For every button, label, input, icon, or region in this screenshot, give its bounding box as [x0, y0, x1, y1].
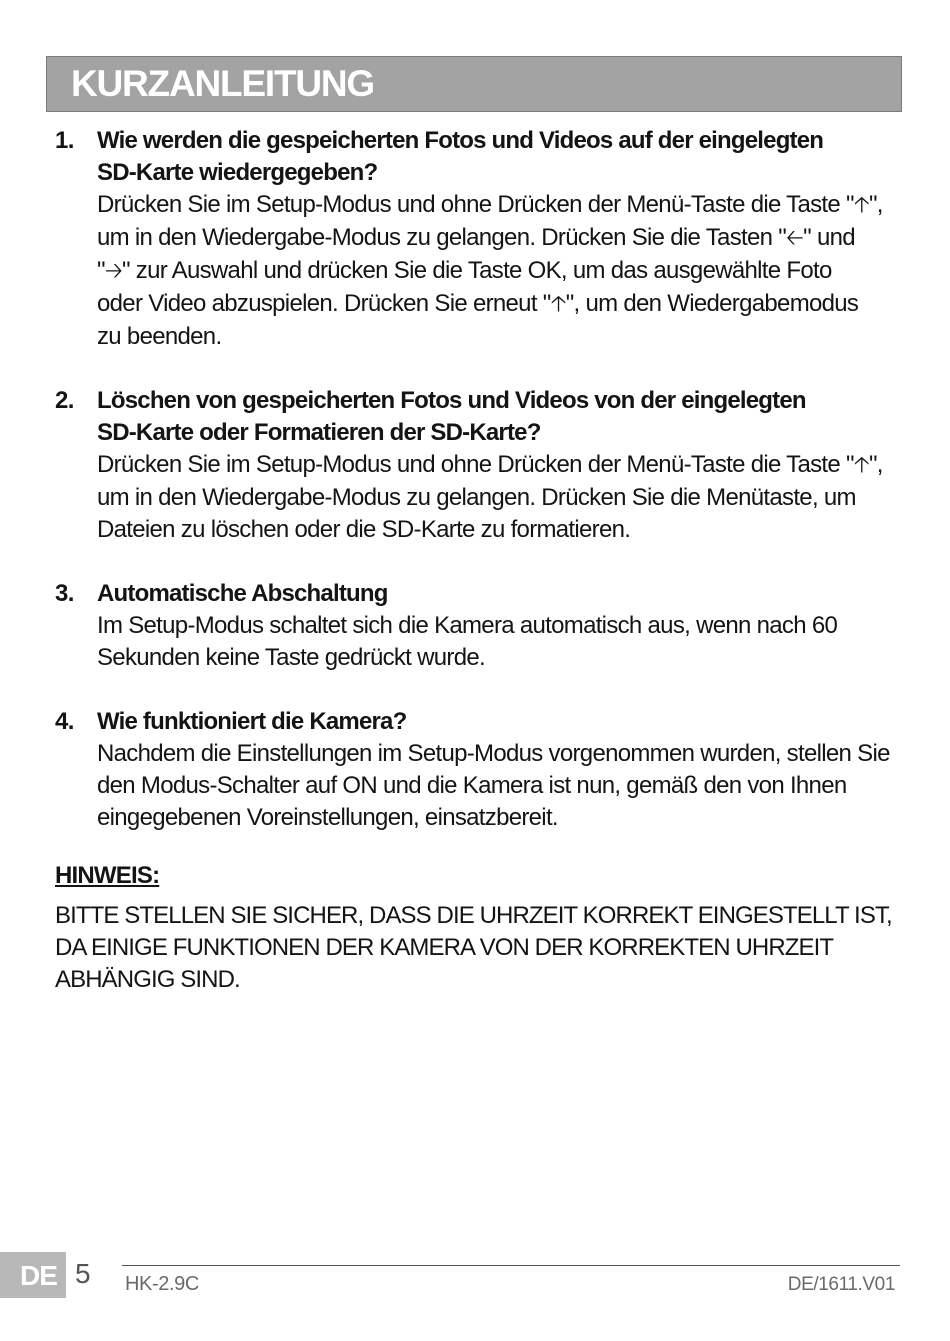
item-question: SD-Karte wiedergegeben?: [97, 159, 378, 186]
model-number: HK-2.9C: [125, 1273, 199, 1295]
arrow-key-icon: 🡠: [786, 226, 804, 251]
faq-sections: [55, 125, 915, 866]
language-badge: [0, 1252, 66, 1298]
item-answer-line: [97, 514, 915, 546]
answer-text: den Modus-Schalter auf ON und die Kamera ist nun, gemäß den von Ihnen: [97, 772, 847, 799]
arrow-key-icon: 🡡: [853, 453, 869, 478]
note-block: [55, 860, 915, 996]
faq-item: [55, 125, 915, 353]
note-line: ABHÄNGIG SIND.: [55, 966, 240, 993]
page-number: 5: [75, 1258, 91, 1289]
item-answer-line: [97, 738, 915, 770]
note-line: DA EINIGE FUNKTIONEN DER KAMERA VON DER KORREKTEN UHRZEIT: [55, 934, 834, 961]
arrow-key-icon: 🡢: [104, 259, 122, 284]
item-body: [97, 385, 915, 546]
item-answer-line: [97, 642, 915, 674]
answer-text: " zur Auswahl und drücken Sie die Taste OK, um das ausgewählte Foto: [121, 257, 832, 284]
note-line: BITTE STELLEN SIE SICHER, DASS DIE UHRZEIT KORREKT EINGESTELLT IST,: [55, 902, 892, 929]
page-title: KURZANLEITUNG: [71, 63, 374, 104]
item-body: [97, 125, 915, 353]
item-number: 2.: [55, 387, 74, 414]
item-body: [97, 706, 915, 834]
item-answer-line: [97, 189, 915, 222]
item-answer-line: [97, 802, 915, 834]
answer-text: ",: [868, 451, 883, 478]
answer-text: ", um den Wiedergabemodus: [565, 290, 859, 317]
item-number: 3.: [55, 580, 74, 607]
faq-item: [55, 706, 915, 834]
item-number: 1.: [55, 127, 74, 154]
footer-divider: [122, 1265, 900, 1266]
arrow-key-icon: 🡡: [853, 193, 869, 218]
faq-item: [55, 385, 915, 546]
item-body: [97, 578, 915, 674]
answer-text: Drücken Sie im Setup-Modus und ohne Drücken der Menü-Taste die Taste ": [97, 451, 854, 478]
answer-text: zu beenden.: [97, 323, 222, 350]
answer-text: eingegebenen Voreinstellungen, einsatzbereit.: [97, 804, 558, 831]
language-code: DE: [20, 1260, 57, 1291]
title-bar: [46, 56, 902, 112]
faq-item: [55, 578, 915, 674]
item-answer-line: [97, 449, 915, 482]
item-question: Wie funktioniert die Kamera?: [97, 708, 407, 735]
answer-text: Sekunden keine Taste gedrückt wurde.: [97, 644, 485, 671]
answer-text: ",: [868, 191, 883, 218]
item-answer-line: [97, 222, 915, 255]
answer-text: oder Video abzuspielen. Drücken Sie erneut ": [97, 290, 551, 317]
item-answer-line: [97, 610, 915, 642]
answer-text: Dateien zu löschen oder die SD-Karte zu formatieren.: [97, 516, 631, 543]
answer-text: " und: [803, 224, 855, 251]
answer-text: ": [97, 257, 105, 284]
item-number: 4.: [55, 708, 74, 735]
item-question: Automatische Abschaltung: [97, 580, 388, 607]
item-question: Löschen von gespeicherten Fotos und Videos von der eingelegten: [97, 387, 806, 414]
item-question: Wie werden die gespeicherten Fotos und Videos auf der eingelegten: [97, 127, 824, 154]
answer-text: Nachdem die Einstellungen im Setup-Modus vorgenommen wurden, stellen Sie: [97, 740, 890, 767]
item-answer-line: [97, 255, 915, 288]
answer-text: Drücken Sie im Setup-Modus und ohne Drücken der Menü-Taste die Taste ": [97, 191, 854, 218]
item-answer-line: [97, 321, 915, 353]
item-answer-line: [97, 482, 915, 514]
note-label: HINWEIS:: [55, 862, 160, 889]
note-text: [55, 900, 915, 996]
item-answer-line: [97, 288, 915, 321]
item-answer-line: [97, 770, 915, 802]
answer-text: um in den Wiedergabe-Modus zu gelangen. Drücken Sie die Menütaste, um: [97, 484, 856, 511]
item-question: SD-Karte oder Formatieren der SD-Karte?: [97, 419, 541, 446]
answer-text: um in den Wiedergabe-Modus zu gelangen. Drücken Sie die Tasten ": [97, 224, 787, 251]
document-version: DE/1611.V01: [787, 1274, 895, 1295]
answer-text: Im Setup-Modus schaltet sich die Kamera automatisch aus, wenn nach 60: [97, 612, 838, 639]
arrow-key-icon: 🡡: [550, 292, 566, 317]
